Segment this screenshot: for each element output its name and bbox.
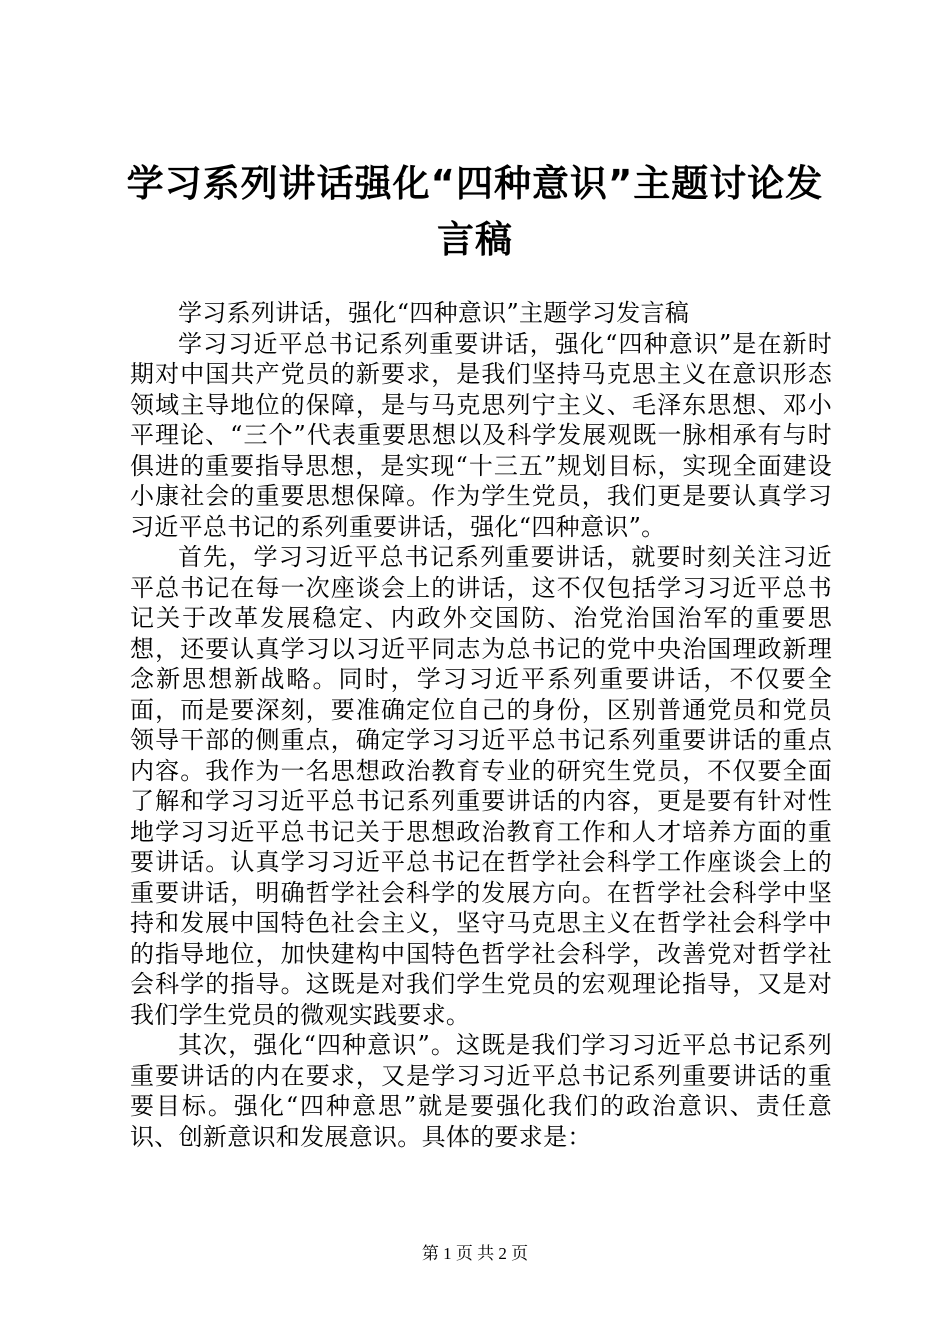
paragraph-second: 其次，强化“四种意识”。这既是我们学习习近平总书记系列重要讲话的内在要求，又是学习习近平总书记系列重要讲话的重要目标。强化“四种意思”就是要强化我们的政治意识、责任意识、创新意识和发展意识。具体的要求是： — [130, 1031, 832, 1151]
paragraph-subtitle: 学习系列讲话，强化“四种意识”主题学习发言稿 — [178, 299, 690, 327]
paragraph-first: 首先，学习习近平总书记系列重要讲话，就要时刻关注习近平总书记在每一次座谈会上的讲话，这不仅包括学习习近平总书记关于改革发展稳定、内政外交国防、治党治国治军的重要思想，还要认真学习以习近平同志为总书记的党中央治国理政新理念新思想新战略。同时，学习习近平系列重要讲话，不仅要全面，而是要深刻，要准确定位自己的身份，区别普通党员和党员领导干部的侧重点，确定学习习近平总书记系列重要讲话的重点内容。我作为一名思想政治教育专业的研究生党员，不仅要全面了解和学习习近平总书记系列重要讲话的内容，更是要有针对性地学习习近平总书记关于思想政治教育工作和人才培养方面的重要讲话。认真学习习近平总书记在哲学社会科学工作座谈会上的重要讲话，明确哲学社会科学的发展方向。在哲学社会科学中坚持和发展中国特色社会主义，坚守马克思主义在哲学社会科学中的指导地位，加快建构中国特色哲学社会科学，改善党对哲学社会科学的指导。这既是对我们学生党员的宏观理论指导，又是对我们学生党员的微观实践要求。 — [130, 543, 832, 1029]
document-title: 学习系列讲话强化“四种意识”主题讨论发言稿 — [126, 162, 824, 261]
page-footer: 第 1 页 共 2 页 — [421, 1244, 529, 1263]
document-body — [130, 298, 832, 1152]
paragraph-intro: 学习习近平总书记系列重要讲话，强化“四种意识”是在新时期对中国共产党员的新要求，是我们坚持马克思主义在意识形态领域主导地位的保障，是与马克思列宁主义、毛泽东思想、邓小平理论、“三个”代表重要思想以及科学发展观既一脉相承有与时俱进的重要指导思想，是实现“十三五”规划目标，实现全面建设小康社会的重要思想保障。作为学生党员，我们更是要认真学习习近平总书记的系列重要讲话，强化“四种意识”。 — [130, 329, 832, 541]
